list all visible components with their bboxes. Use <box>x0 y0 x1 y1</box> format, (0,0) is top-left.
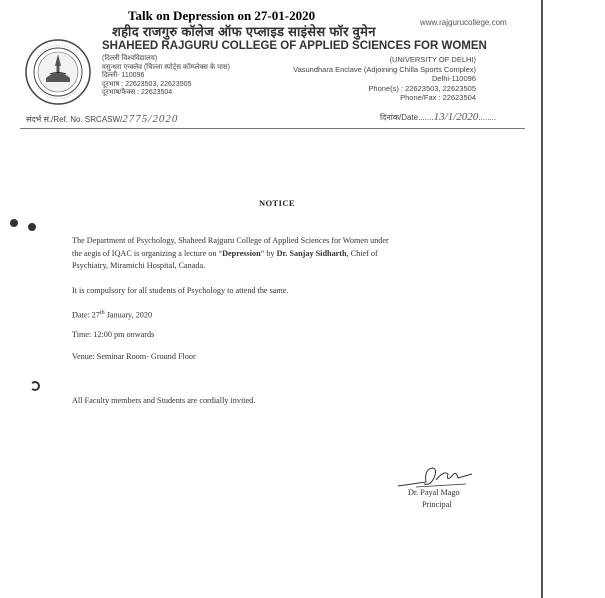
address-hindi-line: दूरभाष : 22623503, 22623505 <box>102 80 192 88</box>
text-span: the aegis of IQAC is organizing a lecture on “ <box>72 248 223 258</box>
address-english-line: Phone(s) : 22623503, 22623505 <box>368 83 476 93</box>
address-english-line: Phone/Fax : 22623504 <box>400 93 476 102</box>
text-span: Date: 27 <box>72 310 100 320</box>
punch-hole-mark <box>28 223 36 231</box>
college-name-hindi: शहीद राजगुरु कॉलेज ऑफ एप्लाइड साइंसेस फॉर वुमेन <box>112 24 376 39</box>
college-logo <box>24 38 92 106</box>
ref-label: संदर्भ सं./Ref. No. SRCASW/ <box>26 115 123 124</box>
address-english-line: Delhi-110096 <box>431 74 476 83</box>
punch-hole-mark <box>10 219 18 227</box>
address-hindi-line: दिल्ली- 110096 <box>102 72 145 79</box>
notice-paragraph-1 <box>72 235 389 273</box>
punch-hole-mark <box>30 381 40 391</box>
signatory-designation: Principal <box>422 500 452 509</box>
address-english <box>293 55 476 103</box>
website-text: www.rajgurucollege.com <box>420 18 507 27</box>
page-title: Talk on Depression on 27-01-2020 <box>128 8 316 23</box>
text-span: , Chief of <box>346 248 378 258</box>
address-hindi-line: वसुन्धरा एन्क्लेव (चिल्ला स्पोर्ट्स कॉम्प्लेक्स के पास) <box>102 63 230 71</box>
address-english-line: (UNIVERSITY OF DELHI) <box>389 55 476 64</box>
notice-heading: NOTICE <box>259 198 295 208</box>
invitation-text: All Faculty members and Students are cordially invited. <box>72 396 256 405</box>
topic-bold: Depression <box>222 248 261 258</box>
letterhead <box>0 0 540 135</box>
text-span: ” by <box>260 248 277 258</box>
text-span: January, 2020 <box>104 310 153 320</box>
event-date <box>72 307 152 322</box>
signatory-name: Dr. Payal Mago <box>408 488 460 497</box>
header-divider <box>20 128 525 129</box>
date-value: 13/1/2020 <box>433 111 479 123</box>
page-border <box>541 0 543 598</box>
address-hindi <box>102 55 230 98</box>
ref-value: 2775/2020 <box>122 113 179 125</box>
paragraph-line: Psychiatry, Miramichi Hospital, Canada. <box>72 261 206 270</box>
event-time: Time: 12:00 pm onwards <box>72 330 155 339</box>
reference-number <box>26 113 178 125</box>
notice-paragraph-2: It is compulsory for all students of Psychology to attend the same. <box>72 286 289 295</box>
address-hindi-line: दूरभाष/फैक्स : 22623504 <box>102 89 173 96</box>
date-label: दिनांक/Date <box>380 113 419 122</box>
paragraph-line: The Department of Psychology, Shaheed Rajguru College of Applied Sciences for Women under <box>72 236 389 245</box>
address-english-line: Vasundhara Enclave (Adjoining Chilla Sports Complex) <box>293 64 476 74</box>
address-hindi-line: (दिल्ली विश्वविद्यालय) <box>102 55 158 62</box>
letter-date: दिनांक/Date.......13/1/2020........ <box>380 111 497 123</box>
date-superscript: th <box>99 310 105 316</box>
college-name-english: SHAHEED RAJGURU COLLEGE OF APPLIED SCIENCES FOR WOMEN <box>102 40 487 52</box>
paragraph-line <box>72 248 389 261</box>
event-venue: Venue: Seminar Room- Ground Floor <box>72 352 196 361</box>
speaker-bold: Dr. Sanjay Sidharth <box>276 248 347 258</box>
